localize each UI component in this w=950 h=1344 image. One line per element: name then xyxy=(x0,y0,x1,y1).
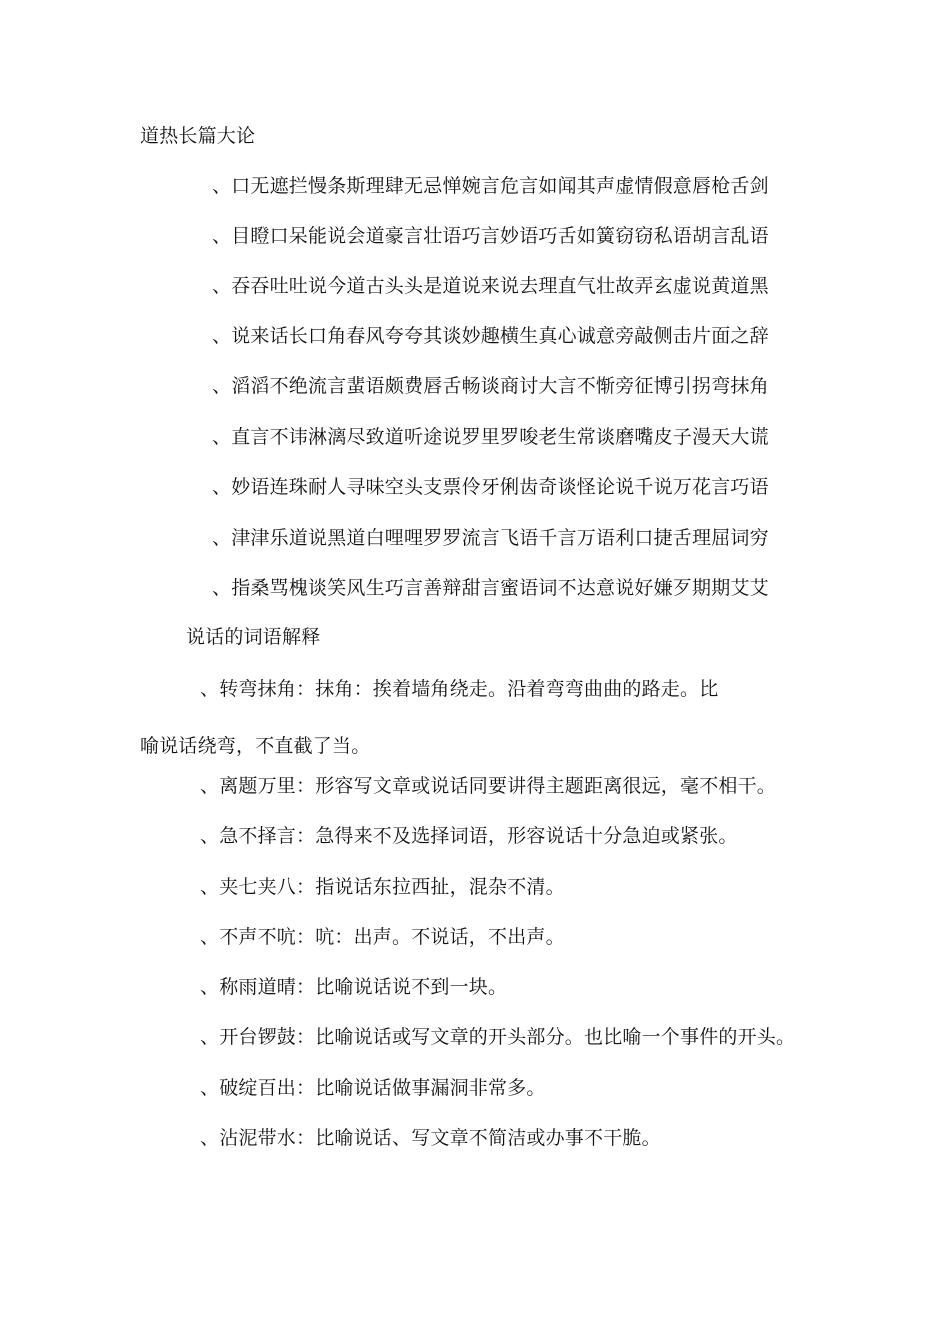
explanation-line: 、夹七夹八：指说话东拉西扯，混杂不清。 xyxy=(200,876,565,898)
idiom-line: 、滔滔不绝流言蜚语颇费唇舌畅谈商讨大言不惭旁征博引拐弯抹角 xyxy=(212,375,769,397)
idiom-line: 、妙语连珠耐人寻味空头支票伶牙俐齿奇谈怪论说千说万花言巧语 xyxy=(212,476,769,498)
explanation-line: 、破绽百出：比喻说话做事漏洞非常多。 xyxy=(200,1077,546,1099)
explanation-line: 、开台锣鼓：比喻说话或写文章的开头部分。也比喻一个事件的开头。 xyxy=(200,1026,796,1048)
explanation-line: 、沾泥带水：比喻说话、写文章不简洁或办事不干脆。 xyxy=(200,1127,661,1149)
top-fragment: 道热长篇大论 xyxy=(140,125,256,147)
explanation-line: 、离题万里：形容写文章或说话同要讲得主题距离很远，毫不相干。 xyxy=(200,775,777,797)
section-title: 说话的词语解释 xyxy=(186,626,321,648)
explanation-line: 、称雨道晴：比喻说话说不到一块。 xyxy=(200,976,508,998)
explanation-line: 、急不择言：急得来不及选择词语，形容说话十分急迫或紧张。 xyxy=(200,825,738,847)
idiom-line: 、吞吞吐吐说今道古头头是道说来说去理直气壮故弄玄虚说黄道黑 xyxy=(212,275,769,297)
explanation-continuation: 喻说话绕弯，不直截了当。 xyxy=(140,735,371,757)
idiom-line: 、直言不讳淋漓尽致道听途说罗里罗唆老生常谈磨嘴皮子漫天大谎 xyxy=(212,426,769,448)
idiom-line: 、津津乐道说黑道白哩哩罗罗流言飞语千言万语利口捷舌理屈词穷 xyxy=(212,527,769,549)
explanation-line: 、不声不吭：吭：出声。不说话，不出声。 xyxy=(200,926,565,948)
idiom-line: 、指桑骂槐谈笑风生巧言善辩甜言蜜语词不达意说好嫌歹期期艾艾 xyxy=(212,577,769,599)
idiom-line: 、口无遮拦慢条斯理肆无忌惮婉言危言如闻其声虚情假意唇枪舌剑 xyxy=(212,175,769,197)
idiom-line: 、说来话长口角春风夸夸其谈妙趣横生真心诚意旁敲侧击片面之辞 xyxy=(212,325,769,347)
idiom-line: 、目瞪口呆能说会道豪言壮语巧言妙语巧舌如簧窃窃私语胡言乱语 xyxy=(212,225,769,247)
explanation-line: 、转弯抹角：抹角：挨着墙角绕走。沿着弯弯曲曲的路走。比 xyxy=(200,678,719,700)
